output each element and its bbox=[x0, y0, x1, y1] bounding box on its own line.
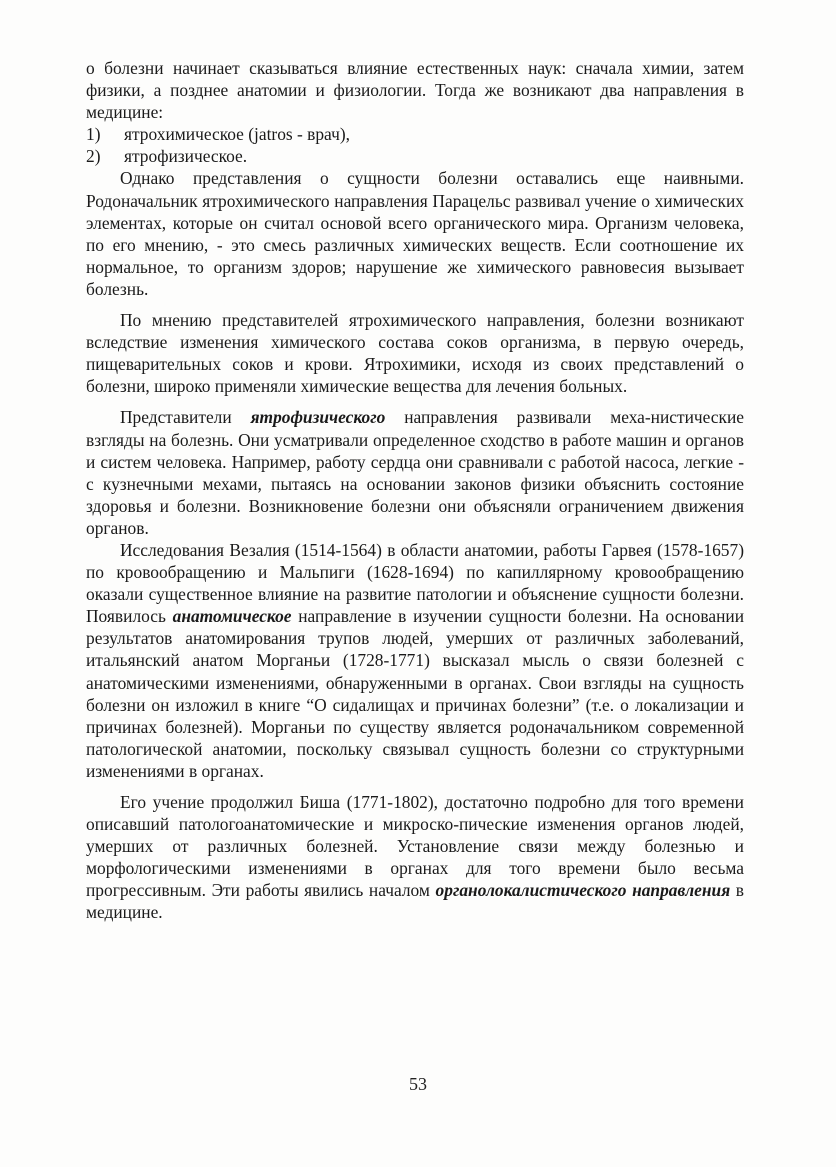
paragraph-text-after: направление в изучении сущности болезни. На основании результатов анатомирования трупов людей, умерших от различных заболеваний, итальянский анатом Морганьи (1728-1771) высказал мысль о связи болезней с анатомическими изменениями, обнаруженными в органах. Свои взгляды на сущность болезни он изложил в книге “О сидалищах и причинах болезни” (т.е. о локализации и причинах болезней). Морганьи по существу является родоначальником современной патологической анатомии, поскольку связывал сущность болезни со структурными изменениями в органах. bbox=[86, 606, 745, 781]
list-number: 2) bbox=[86, 146, 101, 167]
paragraph-text-after: направления развивали меха-нистические взгляды на болезнь. Они усматривали определенное сходство в работе машин и органов и систем человека. Например, работу сердца они сравнивали с работой насоса, легкие - с кузнечными мехами, пытаясь на основании законов физики объяснить состояние здоровья и болезни. Возникновение болезни они объясняли ограничением движения органов. bbox=[86, 407, 745, 538]
list-number: 1) bbox=[86, 124, 101, 145]
list-item bbox=[86, 123, 744, 145]
paragraph-anatomical bbox=[86, 539, 744, 782]
list-text: ятрохимическое (jatros - врач), bbox=[124, 124, 350, 145]
emphasized-term: анатомическое bbox=[172, 606, 292, 627]
paragraph-iatrochemistry-naive: Однако представления о сущности болезни оставались еще наивными. Родоначальник ятрохимического направления Парацельс развивал учение о химических элементах, которые он считал основой всего органического мира. Организм человека, по его мнению, - это смесь различных химических веществ. Если соотношение их нормальное, то организм здоров; нарушение же химического равновесия вызывает болезнь. bbox=[86, 168, 744, 299]
page-number: 53 bbox=[409, 1074, 427, 1094]
list-text: ятрофизическое. bbox=[124, 146, 248, 167]
body-text bbox=[86, 57, 744, 924]
list-item bbox=[86, 145, 744, 167]
emphasized-term: органолокалистического направления bbox=[435, 880, 731, 901]
paragraph-text-before: Представители bbox=[120, 407, 251, 428]
paragraph-iatrophysics bbox=[86, 406, 744, 539]
emphasized-term: ятрофизического bbox=[250, 407, 386, 428]
paragraph-text-after: в медицине. bbox=[86, 880, 745, 923]
paragraph-text-before: Его учение продолжил Биша (1771-1802), достаточно подробно для того времени описавший патологоанатомические и микроско-пические изменения органов людей, умерших от различных болезней. Установление связи между болезнью и морфологическими изменениями в органах для того времени было весьма прогрессивным. Эти работы явились началом bbox=[86, 792, 744, 901]
paragraph-iatrochemistry-views: По мнению представителей ятрохимического направления, болезни возникают вследствие изменения химического состава соков организма, в первую очередь, пищеварительных соков и крови. Ятрохимики, исходя из своих представлений о болезни, широко применяли химические вещества для лечения больных. bbox=[86, 310, 744, 397]
intro-paragraph: о болезни начинает сказываться влияние естественных наук: сначала химии, затем физики, а позднее анатомии и физиологии. Тогда же возникают два направления в медицине: bbox=[86, 58, 744, 123]
paragraph-text-before: Исследования Везалия (1514-1564) в области анатомии, работы Гарвея (1578-1657) по кровообращению и Мальпиги (1628-1694) по капиллярному кровообращению оказали существенное влияние на развитие патологии и объяснение сущности болезни. Появилось bbox=[86, 539, 744, 627]
paragraph-bichat bbox=[86, 791, 744, 924]
